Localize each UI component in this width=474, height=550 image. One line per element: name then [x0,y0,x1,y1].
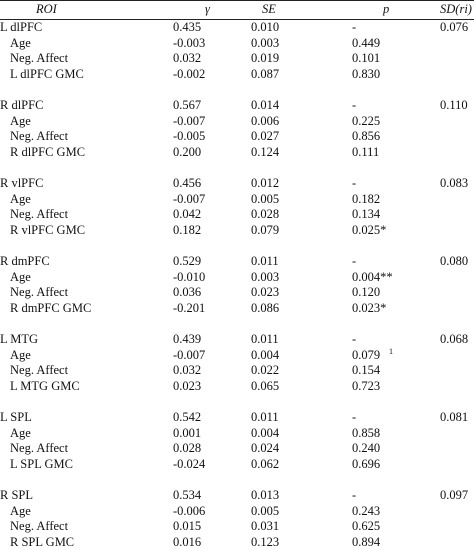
cell-gamma: -0.010 [173,269,206,284]
cell-se: 0.006 [251,113,280,128]
cell-se: 0.004 [251,425,280,440]
cell-se: 0.087 [251,66,280,81]
cell-se: 0.010 [251,20,280,34]
header-sd [440,2,472,17]
cell-p: 0.025* [352,222,387,237]
header-sd-close: ) [467,2,472,16]
cell-roi: Neg. Affect [10,285,69,299]
cell-gamma: -0.007 [173,191,206,206]
cell-p: - [352,98,357,112]
cell-se: 0.003 [251,35,280,50]
cell-se: 0.012 [251,176,280,190]
cell-sd: 0.076 [440,20,469,34]
cell-gamma: -0.002 [173,66,206,81]
cell-roi: L dlPFC [0,20,43,34]
cell-roi: R vlPFC [0,176,44,190]
header-sd-subscript: i [464,2,468,16]
cell-roi: Age [10,347,31,362]
header-rule [0,19,474,20]
cell-se: 0.023 [251,285,280,299]
cell-p: - [352,20,357,34]
cell-se: 0.003 [251,269,280,284]
cell-se: 0.019 [251,51,280,65]
cell-p: 0.894 [352,534,381,549]
cell-sd: 0.110 [440,98,468,112]
cell-gamma: 0.534 [173,488,202,502]
cell-roi: Age [10,425,31,440]
cell-p: 0.101 [352,51,381,65]
cell-p: 0.225 [352,113,381,128]
cell-se: 0.011 [251,332,279,346]
header-roi: ROI [36,2,57,16]
header-sd-text: SD(r [440,2,465,16]
cell-gamma: -0.007 [173,347,206,362]
cell-p: 0.182 [352,191,381,206]
cell-p: 0.079 [352,347,381,362]
cell-roi: R dlPFC GMC [10,144,86,159]
cell-roi: R dmPFC GMC [10,300,92,315]
cell-p: 0.023* [352,300,387,315]
cell-p: 0.134 [352,207,381,221]
cell-p: - [352,332,357,346]
cell-se: 0.004 [251,347,280,362]
cell-roi: R SPL GMC [10,534,75,549]
cell-sd: 0.097 [440,488,469,502]
cell-gamma: -0.005 [173,129,206,143]
cell-gamma: 0.182 [173,222,202,237]
cell-gamma: 0.028 [173,441,202,455]
cell-se: 0.005 [251,191,280,206]
cell-gamma: 0.439 [173,332,202,346]
cell-se: 0.022 [251,363,280,377]
cell-se: 0.011 [251,254,279,268]
cell-se: 0.013 [251,488,280,502]
cell-p: 0.625 [352,519,381,533]
cell-roi: R dmPFC [0,254,50,268]
cell-roi: Neg. Affect [10,129,69,143]
cell-se: 0.086 [251,300,280,315]
cell-p: - [352,410,357,424]
cell-se: 0.027 [251,129,280,143]
cell-p: 0.696 [352,456,381,471]
cell-gamma: -0.003 [173,35,206,50]
cell-p: 0.004** [352,269,393,284]
cell-roi: R vlPFC GMC [10,222,86,237]
cell-roi: Neg. Affect [10,441,69,455]
cell-gamma: -0.007 [173,113,206,128]
cell-gamma: 0.042 [173,207,202,221]
cell-p: 0.120 [352,285,381,299]
cell-gamma: 0.015 [173,519,202,533]
cell-roi: R SPL [0,488,34,502]
cell-gamma: 0.016 [173,534,202,549]
top-rule [0,0,474,1]
cell-gamma: 0.529 [173,254,202,268]
header-gamma: γ [205,2,210,16]
cell-se: 0.065 [251,378,280,393]
cell-roi: L SPL [0,410,32,424]
cell-sd: 0.083 [440,176,469,190]
cell-gamma: 0.542 [173,410,202,424]
cell-sd: 0.068 [440,332,469,346]
header-se: SE [262,2,276,16]
cell-gamma: -0.024 [173,456,206,471]
cell-gamma: -0.201 [173,300,206,315]
header-p: p [383,2,390,16]
cell-p: - [352,254,357,268]
cell-se: 0.124 [251,144,280,159]
cell-gamma: 0.456 [173,176,202,190]
cell-p: 0.723 [352,378,381,393]
cell-gamma: 0.435 [173,20,202,34]
cell-roi: L MTG [0,332,39,346]
cell-roi: Neg. Affect [10,51,69,65]
cell-se: 0.011 [251,410,279,424]
cell-p: 0.111 [352,144,380,159]
cell-roi: Age [10,35,31,50]
cell-p: 0.858 [352,425,381,440]
cell-se: 0.123 [251,534,280,549]
cell-p: 0.830 [352,66,381,81]
cell-gamma: 0.023 [173,378,202,393]
p-superscript-wrap [389,348,393,363]
cell-gamma: 0.567 [173,98,202,112]
cell-p: 0.240 [352,441,381,455]
cell-p: 0.449 [352,35,381,50]
cell-roi: L MTG GMC [10,378,80,393]
cell-p: 0.243 [352,503,381,518]
cell-roi: L dlPFC GMC [10,66,84,81]
cell-gamma: 0.032 [173,51,202,65]
cell-gamma: 0.001 [173,425,202,440]
cell-roi: Neg. Affect [10,207,69,221]
cell-p: - [352,488,357,502]
cell-se: 0.014 [251,98,280,112]
cell-roi: Age [10,191,31,206]
cell-roi: Neg. Affect [10,363,69,377]
cell-roi: Age [10,113,31,128]
cell-gamma: 0.200 [173,144,202,159]
cell-sd: 0.080 [440,254,469,268]
cell-se: 0.005 [251,503,280,518]
cell-gamma: 0.036 [173,285,202,299]
cell-sd: 0.081 [440,410,469,424]
cell-se: 0.024 [251,441,280,455]
cell-roi: R dlPFC [0,98,44,112]
cell-gamma: 0.032 [173,363,202,377]
cell-p: 0.856 [352,129,381,143]
cell-roi: L SPL GMC [10,456,73,471]
p-superscript: 1 [389,346,393,356]
cell-se: 0.031 [251,519,280,533]
cell-roi: Neg. Affect [10,519,69,533]
cell-roi: Age [10,269,31,284]
cell-p: 0.154 [352,363,381,377]
cell-p: - [352,176,357,190]
cell-se: 0.062 [251,456,280,471]
cell-se: 0.028 [251,207,280,221]
cell-roi: Age [10,503,31,518]
cell-gamma: -0.006 [173,503,206,518]
cell-se: 0.079 [251,222,280,237]
